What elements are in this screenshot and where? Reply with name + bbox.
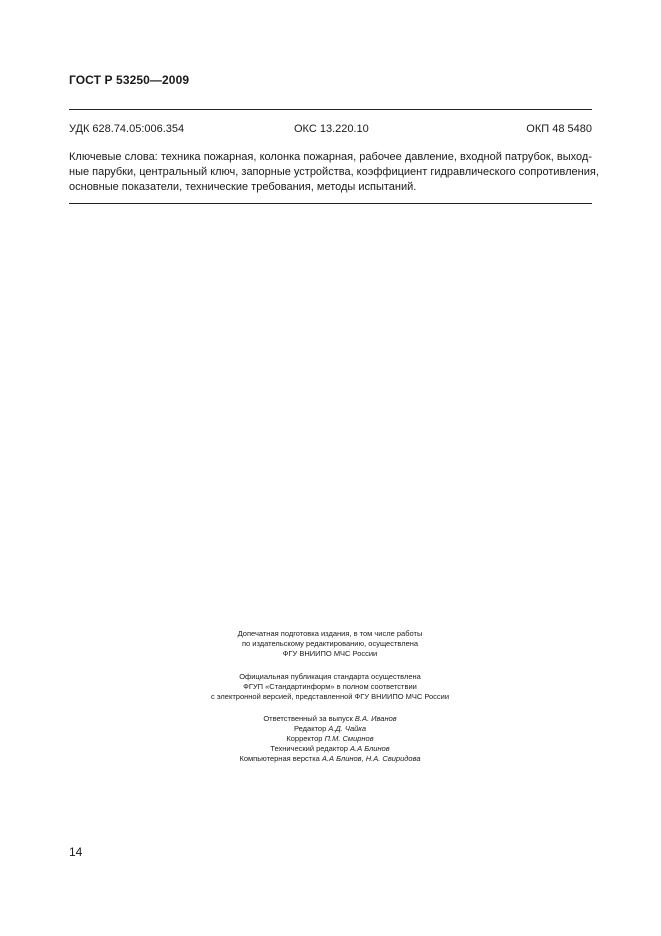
top-divider	[69, 109, 592, 110]
staff-line	[130, 744, 530, 754]
staff-line	[130, 734, 530, 744]
staff-role: Редактор	[293, 724, 327, 733]
keywords-line: основные показатели, технические требования, методы испытаний.	[69, 181, 417, 193]
imprint-line: Официальная публикация стандарта осуществлена	[239, 672, 421, 681]
staff-name: А.Д. Чайка	[328, 724, 367, 733]
bottom-divider	[69, 203, 592, 204]
imprint-line: с электронной версией, представленной ФГУ ВНИИПО МЧС России	[210, 692, 450, 701]
staff-role: Ответственный за выпуск	[263, 714, 353, 723]
imprint-line: Допечатная подготовка издания, в том числе работы	[237, 629, 423, 638]
staff-name: П.М. Смирнов	[324, 734, 374, 743]
imprint-line: ФГУ ВНИИПО МЧС России	[282, 649, 378, 658]
classifier-codes	[69, 123, 592, 139]
staff-name: А.А Блинов	[350, 744, 390, 753]
keywords-line: ные парубки, центральный ключ, запорные устройства, коэффициент гидравлического сопротивления,	[69, 166, 599, 178]
staff-role: Компьютерная верстка	[239, 754, 320, 763]
staff-line	[130, 724, 530, 734]
staff-name: В.А. Иванов	[354, 714, 397, 723]
staff-name: А.А Блинов, Н.А. Свиридова	[321, 754, 421, 763]
imprint-line: по издательскому редактированию, осуществлена	[241, 639, 419, 648]
page-number: 14	[69, 845, 83, 859]
imprint-preparation	[130, 629, 530, 659]
staff-role: Корректор	[286, 734, 323, 743]
udk-code: УДК 628.74.05:006.354	[69, 123, 185, 135]
imprint-line: ФГУП «Стандартинформ» в полном соответствии	[243, 682, 417, 691]
oks-code: ОКС 13.220.10	[294, 123, 369, 135]
staff-line	[130, 754, 530, 764]
staff-role: Технический редактор	[270, 744, 348, 753]
staff-line	[130, 714, 530, 724]
standard-code: ГОСТ Р 53250—2009	[69, 73, 190, 87]
keywords-block	[69, 150, 599, 195]
imprint-publication	[130, 672, 530, 702]
imprint-staff	[130, 714, 530, 764]
keywords-line: Ключевые слова: техника пожарная, колонка пожарная, рабочее давление, входной патрубок, выход-	[69, 151, 592, 163]
okp-code: ОКП 48 5480	[526, 123, 592, 135]
